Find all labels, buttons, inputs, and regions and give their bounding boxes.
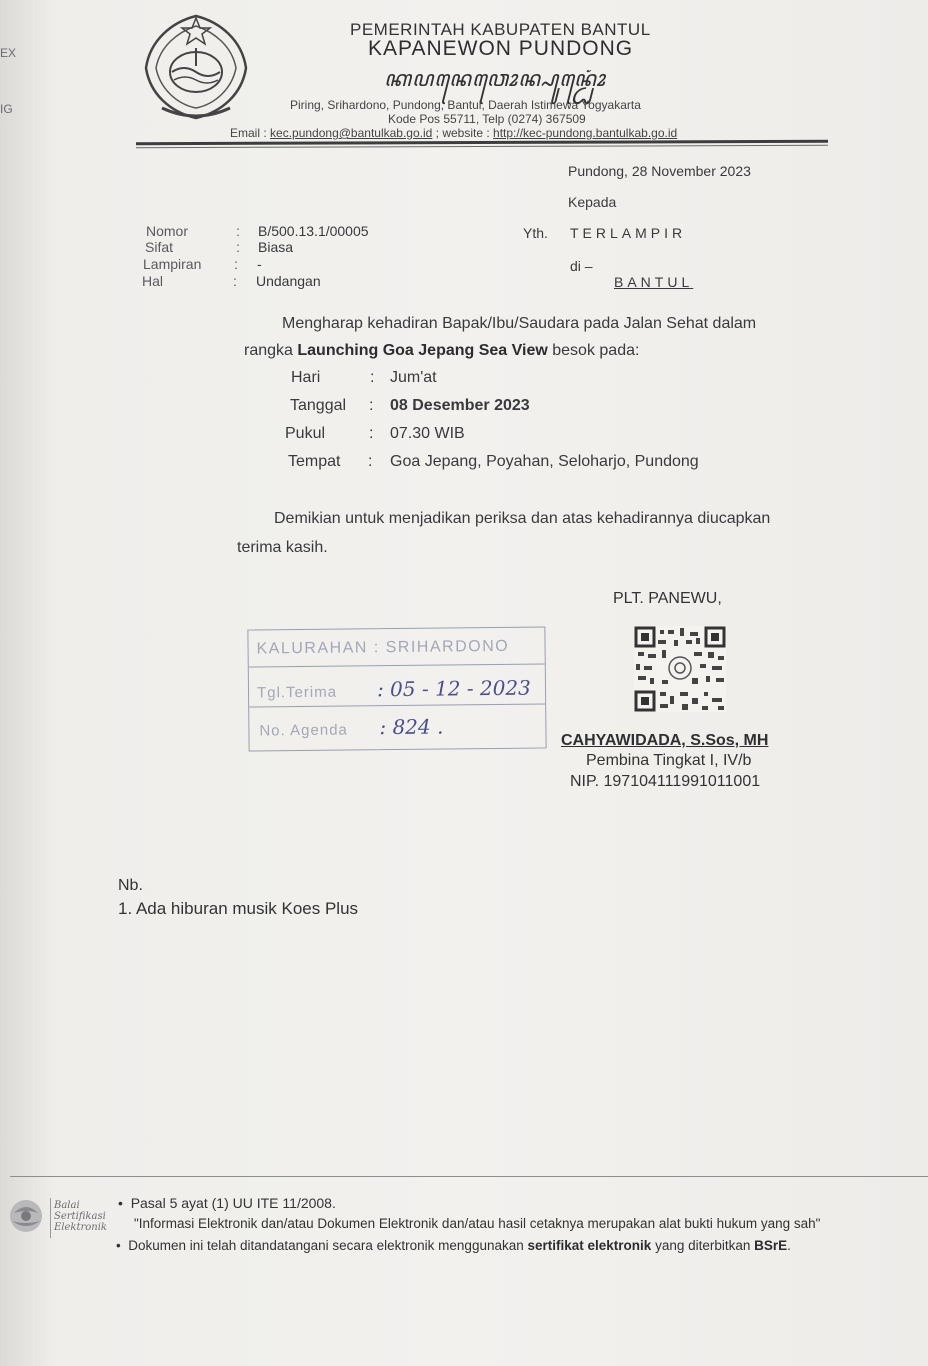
letterhead-javanese-script: ꦏꦥꦤꦺꦮꦺꦴꦤ꧀ꦥꦸꦤ꧀ꦝꦺꦴꦁ bbox=[384, 67, 606, 92]
letterhead-rule-thin bbox=[136, 145, 828, 148]
detail-tanggal-label: Tanggal bbox=[290, 397, 347, 414]
letterhead-office: KAPANEWON PUNDONG bbox=[368, 37, 634, 60]
letterhead-address: Piring, Srihardono, Pundong, Bantul, Daerah Istimewa Yogyakarta bbox=[290, 98, 641, 112]
letter-date: Pundong, 28 November 2023 bbox=[568, 163, 751, 179]
stamp-agenda-label: No. Agenda bbox=[259, 721, 348, 740]
note-item: 1. Ada hiburan musik Koes Plus bbox=[118, 899, 359, 918]
stamp-title: KALURAHAN : SRIHARDONO bbox=[256, 637, 510, 658]
footer-line-1: • Pasal 5 ayat (1) UU ITE 11/2008. bbox=[118, 1195, 336, 1211]
body-paragraph-2-line-1: Demikian untuk menjadikan periksa dan atas kehadirannya diucapkan bbox=[274, 510, 771, 527]
website-label: ; website : bbox=[432, 126, 494, 140]
detail-pukul-label: Pukul bbox=[285, 425, 326, 442]
received-stamp bbox=[247, 626, 546, 751]
letterhead-government: PEMERINTAH KABUPATEN BANTUL bbox=[350, 20, 651, 39]
qr-code-icon bbox=[634, 626, 726, 712]
signatory-name: CAHYAWIDADA, S.Sos, MH bbox=[561, 732, 769, 749]
footer-line-3: • Dokumen ini telah ditandatangani secara elektronik menggunakan sertifikat elektronik yang diterbitkan BSrE. bbox=[116, 1238, 791, 1253]
nomor-value: B/500.13.1/00005 bbox=[258, 223, 369, 239]
recipient-kepada: Kepada bbox=[568, 194, 617, 210]
detail-pukul-value: 07.30 WIB bbox=[390, 425, 465, 442]
letterhead-postal: Kode Pos 55711, Telp (0274) 367509 bbox=[388, 112, 586, 126]
body-paragraph-1-line-2 bbox=[244, 342, 639, 360]
detail-hari-label: Hari bbox=[291, 369, 321, 386]
detail-tempat-label: Tempat bbox=[288, 453, 341, 470]
hal-label: Hal bbox=[142, 273, 164, 289]
signatory-rank: Pembina Tingkat I, IV/b bbox=[586, 752, 752, 769]
signatory-nip: NIP. 197104111991011001 bbox=[570, 773, 761, 790]
bsre-logo-text bbox=[54, 1200, 107, 1233]
email-label: Email : bbox=[230, 126, 271, 140]
body-p1-pre: rangka bbox=[244, 342, 298, 359]
body-paragraph-2-line-2: terima kasih. bbox=[237, 539, 328, 556]
nomor-colon: : bbox=[236, 223, 240, 239]
footer-line-1-text: Pasal 5 ayat (1) UU ITE 11/2008. bbox=[130, 1195, 336, 1211]
detail-tanggal-colon: : bbox=[369, 397, 374, 414]
bsre-line-2: Sertifikasi bbox=[54, 1211, 106, 1222]
detail-hari-value: Jum'at bbox=[390, 369, 437, 386]
lampiran-colon: : bbox=[234, 256, 238, 272]
bsre-line-3: Elektronik bbox=[54, 1222, 107, 1233]
sifat-label: Sifat bbox=[145, 239, 174, 255]
hal-value: Undangan bbox=[256, 273, 321, 289]
recipient-city: BANTUL bbox=[614, 274, 694, 290]
letterhead-contact bbox=[230, 126, 677, 140]
nomor-label: Nomor bbox=[146, 223, 189, 239]
stamp-date-label: Tgl.Terima bbox=[256, 683, 338, 702]
recipient-di: di – bbox=[570, 258, 593, 274]
website-link[interactable]: http://kec-pundong.bantulkab.go.id bbox=[493, 126, 678, 140]
detail-tempat-value: Goa Jepang, Poyahan, Seloharjo, Pundong bbox=[390, 453, 699, 470]
bsre-logo-icon bbox=[6, 1195, 46, 1237]
footer-line-3-bsre: BSrE bbox=[754, 1238, 788, 1253]
bantul-emblem-icon bbox=[142, 12, 250, 122]
stamp-date-value: : 05 - 12 - 2023 bbox=[376, 675, 531, 702]
recipient-name: TERLAMPIR bbox=[570, 225, 687, 241]
lampiran-label: Lampiran bbox=[143, 256, 202, 272]
signatory-position: PLT. PANEWU, bbox=[613, 590, 722, 607]
bsre-line-1: Balai bbox=[54, 1200, 80, 1211]
note-title: Nb. bbox=[118, 877, 143, 894]
footer-line-3-pre: Dokumen ini telah ditandatangani secara elektronik menggunakan bbox=[128, 1238, 528, 1253]
lampiran-value: - bbox=[257, 256, 262, 272]
edge-fragment-2: IG bbox=[0, 102, 13, 116]
recipient-yth: Yth. bbox=[523, 225, 548, 241]
footer-rule bbox=[10, 1176, 928, 1177]
footer-line-3-mid: yang diterbitkan bbox=[651, 1238, 755, 1253]
detail-tempat-colon: : bbox=[368, 453, 373, 470]
bsre-divider bbox=[50, 1198, 51, 1238]
detail-hari-colon: : bbox=[370, 369, 375, 386]
hal-colon: : bbox=[233, 273, 237, 289]
event-name: Launching Goa Jepang Sea View bbox=[297, 342, 548, 359]
email-link[interactable]: kec.pundong@bantulkab.go.id bbox=[270, 126, 433, 140]
body-paragraph-1-line-1: Mengharap kehadiran Bapak/Ibu/Saudara pada Jalan Sehat dalam bbox=[282, 315, 757, 332]
detail-tanggal-value: 08 Desember 2023 bbox=[390, 397, 530, 414]
sifat-value: Biasa bbox=[258, 239, 294, 255]
sifat-colon: : bbox=[236, 239, 240, 255]
footer-line-3-bold: sertifikat elektronik bbox=[527, 1238, 652, 1253]
edge-fragment-1: EX bbox=[0, 46, 17, 60]
body-p1-post: besok pada: bbox=[547, 342, 640, 359]
footer-line-3-end: . bbox=[787, 1238, 791, 1253]
detail-pukul-colon: : bbox=[369, 425, 374, 442]
footer-line-2: "Informasi Elektronik dan/atau Dokumen Elektronik dan/atau hasil cetaknya merupakan alat bukti hukum yang sah" bbox=[134, 1216, 821, 1231]
stamp-agenda-value: : 824 . bbox=[379, 714, 444, 740]
